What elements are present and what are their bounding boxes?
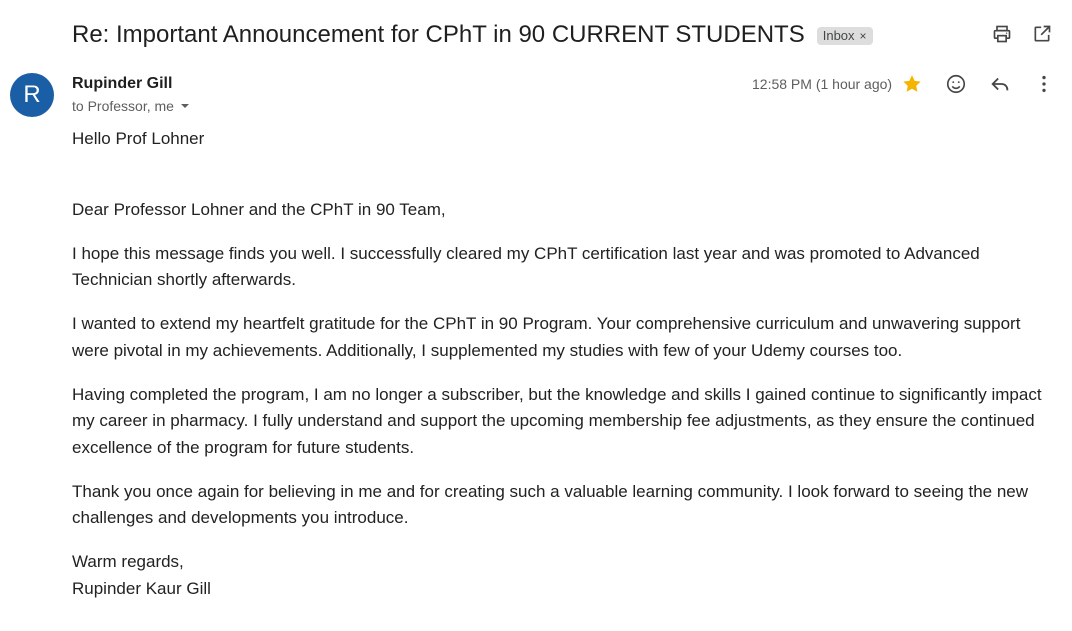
body-paragraph: I wanted to extend my heartfelt gratitude for the CPhT in 90 Program. Your comprehensive curriculum and unwavering support were pivotal in my achievements. Additionally, I supplemented my studies with few of your Udemy courses too. <box>72 314 1021 360</box>
thread-actions <box>990 22 1054 46</box>
message-timestamp: 12:58 PM (1 hour ago) <box>752 76 893 92</box>
subject-row <box>72 18 1072 52</box>
signature: Rupinder Kaur Gill <box>72 578 211 598</box>
remove-label-icon[interactable]: × <box>859 29 867 43</box>
recipients-line[interactable] <box>72 97 190 115</box>
inbox-label-text: Inbox <box>822 28 855 43</box>
sender-name[interactable]: Rupinder Gill <box>72 75 173 92</box>
salutation: Dear Professor Lohner and the CPhT in 90 Team, <box>72 199 446 219</box>
message-actions <box>900 72 1056 96</box>
body-paragraph: I hope this message finds you well. I successfully cleared my CPhT certification last year and was promoted to Advanced Technician shortly afterwards. <box>72 243 980 289</box>
closing: Warm regards, <box>72 552 184 571</box>
email-subject: Re: Important Announcement for CPhT in 90 CURRENT STUDENTS <box>72 21 805 48</box>
emoji-reaction-icon[interactable] <box>944 72 968 96</box>
inbox-label-chip[interactable] <box>817 27 873 45</box>
body-paragraph: Having completed the program, I am no longer a subscriber, but the knowledge and skills I gained continue to significantly impact my career in pharmacy. I fully understand and support the upcoming membership fee adjustments, as they ensure the continued excellence of the program for future students. <box>72 384 1042 457</box>
greeting: Hello Prof Lohner <box>72 129 205 148</box>
star-icon[interactable] <box>900 72 924 96</box>
print-icon[interactable] <box>990 22 1014 46</box>
open-in-new-window-icon[interactable] <box>1030 22 1054 46</box>
body-paragraph: Thank you once again for believing in me and for creating such a valuable learning community. I look forward to seeing the new challenges and developments you introduce. <box>72 481 1029 527</box>
reply-icon[interactable] <box>988 72 1012 96</box>
recipients-text: to Professor, me <box>72 98 174 114</box>
avatar[interactable]: R <box>10 73 54 117</box>
message-body <box>72 126 1042 602</box>
more-vertical-icon[interactable] <box>1032 72 1056 96</box>
caret-down-icon[interactable] <box>180 97 190 115</box>
